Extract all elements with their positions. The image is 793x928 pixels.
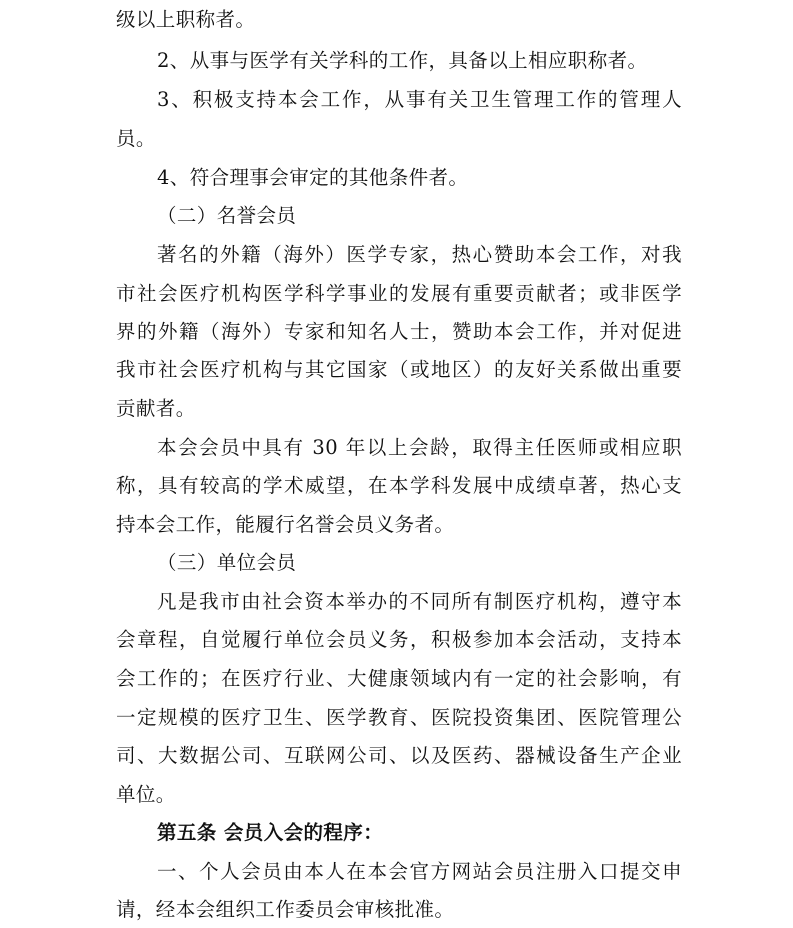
text-line: 界的外籍（海外）专家和知名人士，赞助本会工作，并对促进 bbox=[116, 320, 682, 343]
text-line: 持本会工作，能履行名誉会员义务者。 bbox=[116, 513, 455, 536]
text-line: 一、个人会员由本人在本会官方网站会员注册入口提交申 bbox=[157, 860, 682, 883]
text-line: 著名的外籍（海外）医学专家，热心赞助本会工作，对我 bbox=[157, 243, 682, 266]
text-line: 市社会医疗机构医学科学事业的发展有重要贡献者；或非医学 bbox=[116, 282, 682, 305]
text-line: 凡是我市由社会资本举办的不同所有制医疗机构，遵守本 bbox=[157, 590, 682, 613]
text-line: 本会会员中具有 30 年以上会龄，取得主任医师或相应职 bbox=[157, 436, 682, 459]
text-line: 我市社会医疗机构与其它国家（或地区）的友好关系做出重要 bbox=[116, 358, 682, 381]
article-heading: 第五条 会员入会的程序： bbox=[157, 821, 384, 844]
text-line: 单位。 bbox=[116, 783, 176, 806]
text-line: 2、从事与医学有关学科的工作，具备以上相应职称者。 bbox=[157, 49, 648, 72]
section-heading: （二）名誉会员 bbox=[157, 204, 297, 227]
text-line: 级以上职称者。 bbox=[116, 8, 256, 31]
text-line: 4、符合理事会审定的其他条件者。 bbox=[157, 166, 469, 189]
section-heading: （三）单位会员 bbox=[157, 551, 297, 574]
text-line: 请，经本会组织工作委员会审核批准。 bbox=[116, 898, 455, 921]
text-line: 员。 bbox=[116, 127, 156, 150]
text-line: 会章程，自觉履行单位会员义务，积极参加本会活动，支持本 bbox=[116, 628, 682, 651]
text-line: 贡献者。 bbox=[116, 397, 196, 420]
text-line: 3、积极支持本会工作，从事有关卫生管理工作的管理人 bbox=[157, 88, 682, 111]
text-line: 一定规模的医疗卫生、医学教育、医院投资集团、医院管理公 bbox=[116, 706, 682, 729]
text-line: 称，具有较高的学术威望，在本学科发展中成绩卓著，热心支 bbox=[116, 474, 682, 497]
text-line: 司、大数据公司、互联网公司、以及医药、器械设备生产企业 bbox=[116, 744, 682, 767]
text-line: 会工作的；在医疗行业、大健康领域内有一定的社会影响，有 bbox=[116, 667, 682, 690]
